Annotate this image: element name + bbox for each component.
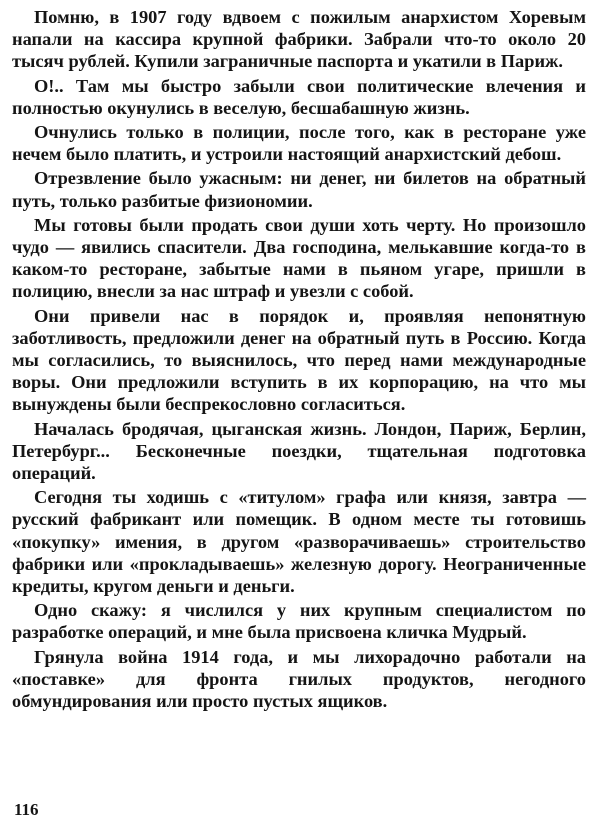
paragraph-7: Началась бродячая, цыганская жизнь. Лондон, Париж, Берлин, Петербург... Бесконечные поездки, тщательная подготовка операций. [12,418,586,484]
paragraph-10: Грянула война 1914 года, и мы лихорадочно работали на «поставке» для фронта гнилых продуктов, негодного обмундирования или просто пустых ящиков. [12,646,586,712]
paragraph-3: Очнулись только в полиции, после того, как в ресторане уже нечем было платить, и устроили настоящий анархистский дебош. [12,122,586,165]
paragraph-6: Они привели нас в порядок и, проявляя непонятную заботливость, предложили денег на обратный путь в Россию. Когда мы согласились, то выяснилось, что перед нами международные воры. Они предложили вступить в их корпорацию, на что мы вынуждены были беспрекословно согласиться. [12,305,586,415]
paragraph-5: Мы готовы были продать свои души хоть черту. Но произошло чудо — явились спасители. Два господина, мелькавшие когда-то в каком-то ресторане, забытые нами в пьяном угаре, пришли в полицию, внесли за нас штраф и увезли с собой. [12,214,586,302]
paragraph-4: Отрезвление было ужасным: ни денег, ни билетов на обратный путь, только разбитые физиономии. [12,168,586,211]
paragraph-1: Помню, в 1907 году вдвоем с пожилым анархистом Хоревым напали на кассира крупной фабрики. Забрали что-то около 20 тысяч рублей. Купили заграничные паспорта и укатили в Париж. [12,7,586,72]
paragraph-2: О!.. Там мы быстро забыли свои политические влечения и полностью окунулись в веселую, бесшабашную жизнь. [12,75,586,118]
paragraph-8: Сегодня ты ходишь с «титулом» графа или князя, завтра — русский фабрикант или помещик. В одном месте ты готовишь «покупку» имения, в другом «разворачиваешь» строительство фабрики или «прокладываешь» железную дорогу. Неограниченные кредиты, кругом деньги и деньги. [12,487,586,597]
page-body [12,6,586,714]
page-number: 116 [14,800,39,819]
paragraph-9: Одно скажу: я числился у них крупным специалистом по разработке операций, и мне была присвоена кличка Мудрый. [12,600,586,643]
